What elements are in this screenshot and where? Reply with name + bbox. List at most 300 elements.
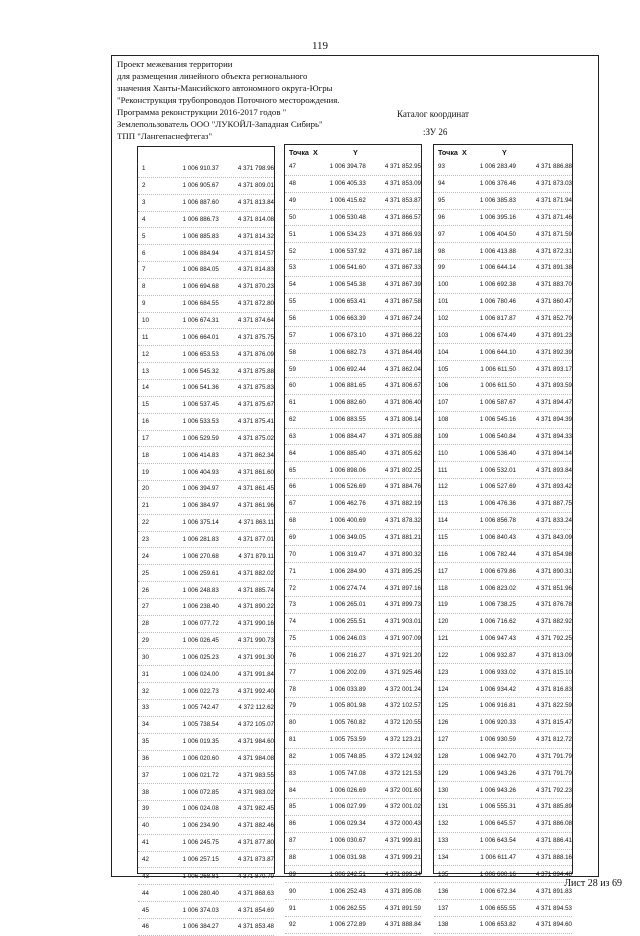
table-row: [285, 715, 421, 732]
x-cell: 1 006 916.81: [479, 702, 516, 710]
table-row: [285, 647, 421, 664]
x-cell: 1 006 532.01: [479, 466, 516, 474]
table-row: [285, 664, 421, 681]
x-cell: 1 006 019.35: [182, 738, 219, 746]
y-cell: 4 371 882.02: [237, 569, 274, 577]
table-row: [434, 546, 572, 563]
x-cell: 1 006 856.78: [479, 517, 516, 525]
y-cell: 4 371 884.76: [384, 483, 421, 491]
point-cell: 68: [289, 517, 296, 525]
x-cell: 1 006 272.89: [329, 921, 366, 929]
x-cell: 1 006 886.73: [182, 215, 219, 223]
x-cell: 1 006 404.93: [182, 468, 219, 476]
point-cell: 103: [438, 331, 449, 339]
point-cell: 43: [142, 872, 149, 880]
x-cell: 1 006 943.26: [479, 769, 516, 777]
y-cell: 4 371 984.08: [237, 754, 274, 762]
point-cell: 91: [289, 904, 296, 912]
y-cell: 4 371 871.46: [535, 213, 572, 221]
x-cell: 1 006 242.51: [329, 870, 366, 878]
x-cell: 1 006 540.84: [479, 432, 516, 440]
y-cell: 4 371 894.60: [535, 921, 572, 929]
point-cell: 61: [289, 399, 296, 407]
y-cell: 4 371 866.93: [384, 230, 421, 238]
point-cell: 70: [289, 550, 296, 558]
point-cell: 123: [438, 668, 449, 676]
point-cell: 35: [142, 738, 149, 746]
y-cell: 4 371 893.84: [535, 466, 572, 474]
y-cell: 4 372 001.24: [384, 685, 421, 693]
x-cell: 1 006 031.98: [329, 854, 366, 862]
x-cell: 1 006 255.51: [329, 618, 366, 626]
table-row: [434, 883, 572, 900]
table-header: [434, 145, 572, 159]
point-cell: 119: [438, 601, 448, 609]
x-cell: 1 006 644.10: [479, 348, 516, 356]
point-cell: 34: [142, 721, 149, 729]
point-cell: 27: [142, 603, 149, 611]
y-cell: 4 371 809.01: [237, 182, 274, 190]
table-row: [285, 193, 421, 210]
table-row: [285, 614, 421, 631]
y-cell: 4 371 871.94: [535, 197, 572, 205]
y-cell: 4 371 814.83: [237, 266, 274, 274]
x-cell: 1 006 202.09: [329, 668, 366, 676]
y-cell: 4 371 854.69: [237, 906, 274, 914]
x-cell: 1 005 748.85: [329, 752, 366, 760]
point-cell: 32: [142, 687, 149, 695]
y-cell: 4 371 893.42: [535, 483, 572, 491]
x-cell: 1 005 738.54: [182, 721, 219, 729]
header-point: Точка: [438, 147, 458, 157]
y-cell: 4 371 814.32: [237, 232, 274, 240]
x-cell: 1 006 653.82: [479, 921, 516, 929]
point-cell: 96: [438, 213, 445, 221]
y-cell: 4 371 815.10: [535, 668, 572, 676]
y-cell: 4 371 802.25: [384, 466, 421, 474]
x-cell: 1 006 611.47: [480, 854, 516, 862]
y-cell: 4 372 105.07: [237, 721, 274, 729]
header-y: Y: [502, 147, 507, 157]
point-cell: 12: [142, 350, 149, 358]
point-cell: 69: [289, 533, 296, 541]
y-cell: 4 371 875.02: [237, 434, 274, 442]
coordinates-table-1: [137, 146, 275, 931]
point-cell: 7: [142, 266, 146, 274]
y-cell: 4 371 886.88: [535, 163, 572, 171]
x-cell: 1 006 933.02: [479, 668, 516, 676]
x-cell: 1 006 537.92: [329, 247, 366, 255]
coordinates-table-2: [284, 144, 422, 929]
x-cell: 1 006 529.59: [182, 434, 219, 442]
point-cell: 78: [289, 685, 296, 693]
x-cell: 1 006 930.59: [479, 736, 516, 744]
point-cell: 116: [438, 550, 448, 558]
table-row: [138, 734, 274, 751]
table-row: [138, 885, 274, 902]
x-cell: 1 006 029.34: [329, 820, 366, 828]
point-cell: 76: [289, 651, 296, 659]
table-row: [434, 496, 572, 513]
table-row: [138, 296, 274, 313]
y-cell: 4 371 798.96: [237, 165, 274, 173]
table-row: [434, 647, 572, 664]
table-row: [434, 210, 572, 227]
table-body: [138, 161, 274, 936]
y-cell: 4 371 890.22: [237, 603, 274, 611]
table-row: [434, 462, 572, 479]
table-row: [434, 816, 572, 833]
table-row: [138, 767, 274, 784]
y-cell: 4 371 854.98: [535, 550, 572, 558]
point-cell: 90: [289, 887, 296, 895]
y-cell: 4 371 885.74: [237, 586, 274, 594]
y-cell: 4 371 888.84: [384, 921, 421, 929]
x-cell: 1 006 664.01: [182, 333, 219, 341]
header-line: Программа реконструкции 2016-2017 годов ": [117, 107, 287, 117]
x-cell: 1 006 674.31: [182, 317, 219, 325]
x-cell: 1 006 021.72: [182, 771, 219, 779]
x-cell: 1 006 216.27: [329, 651, 366, 659]
table-row: [138, 582, 274, 599]
y-cell: 4 371 894.33: [535, 432, 572, 440]
y-cell: 4 371 894.48: [535, 870, 572, 878]
x-cell: 1 006 541.36: [182, 384, 219, 392]
y-cell: 4 371 868.63: [237, 889, 274, 897]
table-row: [138, 548, 274, 565]
point-cell: 60: [289, 382, 296, 390]
point-cell: 59: [289, 365, 296, 373]
point-cell: 2: [142, 182, 146, 190]
point-cell: 75: [289, 635, 296, 643]
x-cell: 1 005 742.47: [182, 704, 219, 712]
y-cell: 4 371 999.21: [384, 854, 421, 862]
point-cell: 13: [142, 367, 149, 375]
y-cell: 4 371 874.64: [237, 317, 274, 325]
x-cell: 1 006 932.87: [479, 651, 516, 659]
y-cell: 4 372 120.55: [384, 719, 421, 727]
y-cell: 4 371 806.40: [384, 399, 421, 407]
x-cell: 1 006 530.48: [329, 213, 366, 221]
y-cell: 4 371 805.88: [384, 432, 421, 440]
table-row: [285, 816, 421, 833]
y-cell: 4 371 983.02: [237, 788, 274, 796]
table-row: [285, 530, 421, 547]
point-cell: 36: [142, 754, 149, 762]
x-cell: 1 006 248.83: [182, 586, 219, 594]
point-cell: 55: [289, 298, 296, 306]
header-point: Точка: [289, 147, 309, 157]
table-row: [285, 631, 421, 648]
x-cell: 1 006 545.38: [329, 281, 366, 289]
y-cell: 4 371 882.19: [384, 500, 421, 508]
y-cell: 4 371 893.59: [535, 382, 572, 390]
y-cell: 4 371 897.16: [384, 584, 421, 592]
point-cell: 80: [289, 719, 296, 727]
header-line: для размещения линейного объекта регионального: [117, 71, 308, 81]
point-cell: 77: [289, 668, 296, 676]
x-cell: 1 006 385.83: [479, 197, 516, 205]
table-row: [138, 245, 274, 262]
table-row: [285, 210, 421, 227]
point-cell: 117: [438, 567, 448, 575]
x-cell: 1 006 270.68: [182, 552, 219, 560]
y-cell: 4 371 791.79: [535, 752, 572, 760]
table-row: [285, 850, 421, 867]
y-cell: 4 371 875.41: [237, 418, 274, 426]
point-cell: 21: [142, 502, 149, 510]
point-cell: 48: [289, 180, 296, 188]
y-cell: 4 371 875.83: [237, 384, 274, 392]
x-cell: 1 006 943.26: [479, 786, 516, 794]
y-cell: 4 371 816.83: [535, 685, 572, 693]
point-cell: 1: [142, 165, 146, 173]
point-cell: 50: [289, 213, 296, 221]
x-cell: 1 006 281.83: [182, 535, 219, 543]
point-cell: 87: [289, 837, 296, 845]
table-row: [434, 395, 572, 412]
table-row: [138, 649, 274, 666]
table-row: [434, 445, 572, 462]
y-cell: 4 371 925.46: [384, 668, 421, 676]
point-cell: 129: [438, 769, 449, 777]
table-row: [285, 294, 421, 311]
y-cell: 4 371 792.25: [535, 635, 572, 643]
table-row: [138, 397, 274, 414]
y-cell: 4 371 903.01: [384, 618, 421, 626]
point-cell: 98: [438, 247, 445, 255]
page-number: 119: [311, 40, 329, 52]
table-row: [434, 226, 572, 243]
x-cell: 1 006 823.02: [479, 584, 516, 592]
x-cell: 1 006 672.34: [479, 887, 516, 895]
table-row: [285, 361, 421, 378]
point-cell: 54: [289, 281, 296, 289]
x-cell: 1 006 394.97: [182, 485, 219, 493]
table-row: [285, 445, 421, 462]
point-cell: 122: [438, 651, 449, 659]
point-cell: 62: [289, 416, 296, 424]
y-cell: 4 371 992.40: [237, 687, 274, 695]
y-cell: 4 371 899.34: [384, 870, 421, 878]
point-cell: 107: [438, 399, 449, 407]
y-cell: 4 371 990.73: [237, 637, 274, 645]
y-cell: 4 371 877.01: [237, 535, 274, 543]
table-row: [138, 161, 274, 178]
table-row: [434, 850, 572, 867]
x-cell: 1 006 024.00: [182, 670, 219, 678]
table-row: [285, 260, 421, 277]
x-cell: 1 005 747.08: [329, 769, 366, 777]
point-cell: 45: [142, 906, 149, 914]
x-cell: 1 006 782.44: [479, 550, 516, 558]
y-cell: 4 372 112.62: [238, 704, 274, 712]
table-row: [434, 243, 572, 260]
table-body: [285, 159, 421, 934]
point-cell: 111: [438, 466, 448, 474]
x-cell: 1 006 883.55: [329, 416, 366, 424]
point-cell: 104: [438, 348, 449, 356]
y-cell: 4 371 882.46: [237, 822, 274, 830]
x-cell: 1 006 526.69: [329, 483, 366, 491]
point-cell: 74: [289, 618, 296, 626]
y-cell: 4 371 852.79: [535, 315, 572, 323]
y-cell: 4 371 853.48: [237, 923, 274, 931]
point-cell: 39: [142, 805, 149, 813]
y-cell: 4 371 867.33: [384, 264, 421, 272]
y-cell: 4 372 102.57: [384, 702, 421, 710]
table-row: [285, 513, 421, 530]
y-cell: 4 371 891.23: [535, 331, 572, 339]
x-cell: 1 006 692.38: [479, 281, 516, 289]
x-cell: 1 006 653.53: [182, 350, 219, 358]
x-cell: 1 006 655.55: [479, 904, 516, 912]
point-cell: 49: [289, 197, 296, 205]
y-cell: 4 371 983.55: [237, 771, 274, 779]
x-cell: 1 006 882.60: [329, 399, 366, 407]
y-cell: 4 371 870.23: [237, 283, 274, 291]
point-cell: 11: [142, 333, 149, 341]
table-row: [434, 681, 572, 698]
table-row: [434, 530, 572, 547]
x-cell: 1 006 884.05: [182, 266, 219, 274]
point-cell: 3: [142, 199, 146, 207]
point-cell: 9: [142, 300, 146, 308]
point-cell: 67: [289, 500, 296, 508]
y-cell: 4 371 815.47: [535, 719, 572, 727]
point-cell: 71: [289, 567, 296, 575]
x-cell: 1 006 679.86: [479, 567, 516, 575]
point-cell: 40: [142, 822, 149, 830]
x-cell: 1 006 910.37: [182, 165, 219, 173]
point-cell: 24: [142, 552, 149, 560]
point-cell: 73: [289, 601, 296, 609]
y-cell: 4 371 867.18: [384, 247, 421, 255]
x-cell: 1 006 653.41: [329, 298, 366, 306]
table-row: [285, 799, 421, 816]
x-cell: 1 006 462.76: [329, 500, 366, 508]
header-line: Проект межевания территории: [117, 59, 233, 69]
x-cell: 1 006 374.03: [182, 906, 219, 914]
point-cell: 127: [438, 736, 449, 744]
y-cell: 4 371 806.14: [384, 416, 421, 424]
point-cell: 132: [438, 820, 449, 828]
x-cell: 1 006 545.16: [479, 416, 516, 424]
point-cell: 95: [438, 197, 445, 205]
x-cell: 1 006 887.60: [182, 199, 219, 207]
table-row: [434, 260, 572, 277]
x-cell: 1 006 694.68: [182, 283, 219, 291]
table-row: [285, 243, 421, 260]
point-cell: 130: [438, 786, 449, 794]
x-cell: 1 006 716.62: [479, 618, 516, 626]
table-row: [434, 277, 572, 294]
y-cell: 4 371 813.84: [237, 199, 274, 207]
table-row: [138, 447, 274, 464]
table-row: [285, 429, 421, 446]
y-cell: 4 371 881.21: [384, 533, 421, 541]
point-cell: 5: [142, 232, 146, 240]
y-cell: 4 371 822.59: [535, 702, 572, 710]
y-cell: 4 371 870.79: [237, 872, 274, 880]
y-cell: 4 371 894.14: [535, 449, 572, 457]
x-cell: 1 006 238.40: [182, 603, 219, 611]
point-cell: 105: [438, 365, 449, 373]
x-cell: 1 006 898.06: [329, 466, 366, 474]
x-cell: 1 006 476.36: [479, 500, 516, 508]
table-row: [138, 262, 274, 279]
y-cell: 4 371 888.16: [535, 854, 572, 862]
point-cell: 46: [142, 923, 149, 931]
table-row: [434, 361, 572, 378]
y-cell: 4 371 812.72: [535, 736, 572, 744]
y-cell: 4 371 853.09: [384, 180, 421, 188]
table-row: [285, 226, 421, 243]
point-cell: 30: [142, 653, 149, 661]
y-cell: 4 371 871.59: [535, 230, 572, 238]
x-cell: 1 006 942.70: [479, 752, 516, 760]
table-row: [138, 313, 274, 330]
table-row: [434, 513, 572, 530]
y-cell: 4 372 001.02: [384, 803, 421, 811]
x-cell: 1 006 026.69: [329, 786, 366, 794]
y-cell: 4 371 806.67: [384, 382, 421, 390]
point-cell: 138: [438, 921, 449, 929]
table-row: [285, 917, 421, 934]
table-row: [434, 664, 572, 681]
table-row: [285, 395, 421, 412]
table-row: [138, 329, 274, 346]
x-cell: 1 006 884.94: [182, 249, 219, 257]
point-cell: 41: [142, 839, 149, 847]
x-cell: 1 006 283.49: [479, 163, 516, 171]
y-cell: 4 371 891.38: [535, 264, 572, 272]
point-cell: 82: [289, 752, 296, 760]
y-cell: 4 372 124.92: [384, 752, 421, 760]
y-cell: 4 371 876.78: [535, 601, 572, 609]
y-cell: 4 371 792.23: [535, 786, 572, 794]
x-cell: 1 006 395.16: [479, 213, 516, 221]
point-cell: 106: [438, 382, 449, 390]
table-row: [285, 749, 421, 766]
y-cell: 4 371 894.39: [535, 416, 572, 424]
x-cell: 1 006 077.72: [182, 620, 219, 628]
y-cell: 4 371 878.32: [384, 517, 421, 525]
y-cell: 4 371 860.47: [535, 298, 572, 306]
table-row: [434, 900, 572, 917]
table-row: [138, 633, 274, 650]
x-cell: 1 006 274.74: [329, 584, 366, 592]
table-row: [434, 698, 572, 715]
point-cell: 85: [289, 803, 296, 811]
point-cell: 72: [289, 584, 296, 592]
table-row: [434, 193, 572, 210]
point-cell: 22: [142, 519, 149, 527]
x-cell: 1 006 587.67: [479, 399, 516, 407]
x-cell: 1 006 555.31: [479, 803, 516, 811]
y-cell: 4 371 863.11: [238, 519, 274, 527]
table-row: [138, 565, 274, 582]
point-cell: 8: [142, 283, 146, 291]
x-cell: 1 006 319.47: [329, 550, 366, 558]
point-cell: 33: [142, 704, 149, 712]
point-cell: 16: [142, 418, 149, 426]
table-row: [138, 195, 274, 212]
point-cell: 37: [142, 771, 149, 779]
x-cell: 1 006 268.81: [182, 872, 219, 880]
table-row: [285, 479, 421, 496]
table-row: [434, 866, 572, 883]
